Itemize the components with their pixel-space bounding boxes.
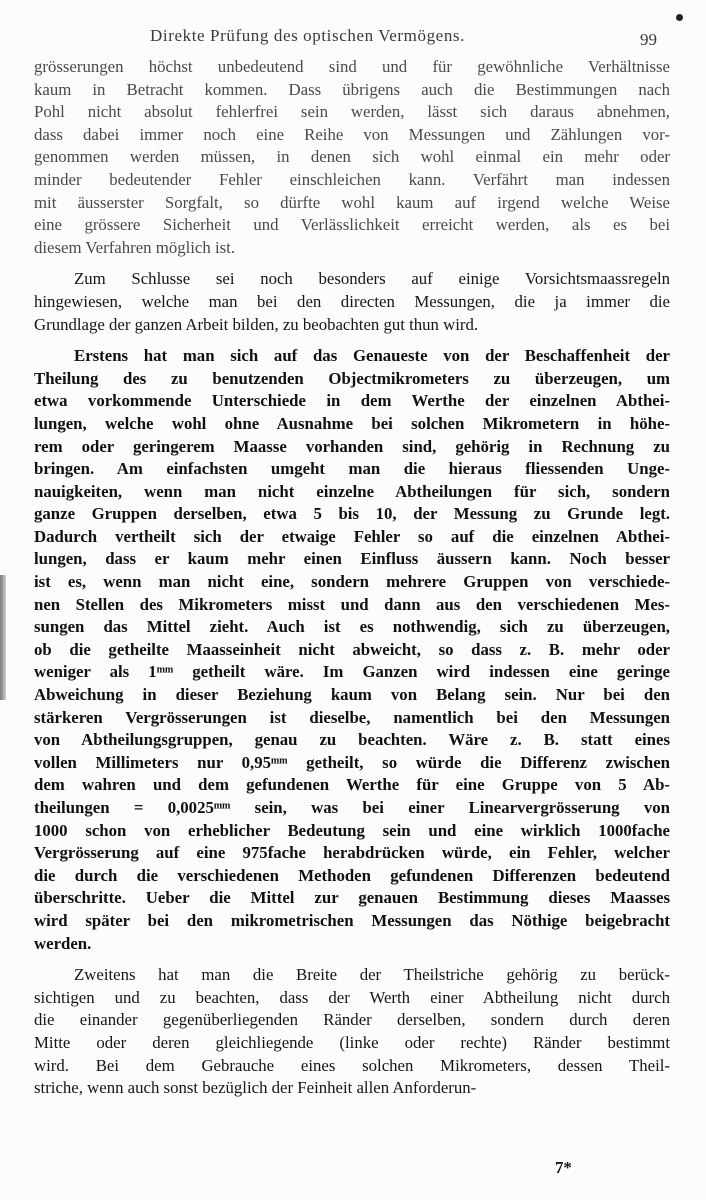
body-text: [34, 56, 670, 1100]
paragraph: [34, 964, 670, 1100]
text-line: Erstens hat man sich auf das Genaueste von der Beschaffenheit der: [74, 346, 670, 366]
text-line: ganze Gruppen derselben, etwa 5 bis 10, der Messung zu Grunde legt.: [34, 504, 670, 524]
text-line: Abweichung in dieser Beziehung kaum von Belang sein. Nur bei den: [34, 685, 670, 705]
paragraph-gap: [34, 336, 670, 345]
paragraph-gap: [34, 259, 670, 268]
text-line: nen Stellen des Mikrometers misst und dann aus den verschiedenen Mes-: [34, 594, 670, 614]
text-line: nauigkeiten, wenn man nicht einzelne Abtheilungen für sich, sondern: [34, 481, 670, 501]
running-header: Direkte Prüfung des optischen Vermögens.: [150, 26, 465, 45]
text-line: diesem Verfahren möglich ist.: [34, 237, 236, 257]
text-line: dass dabei immer noch eine Reihe von Messungen und Zählungen vor-: [34, 124, 670, 144]
text-line: wird später bei den mikrometrischen Messungen das Nöthige beigebracht: [34, 910, 670, 930]
text-line: dem wahren und dem gefundenen Werthe für eine Gruppe von 5 Ab-: [34, 775, 670, 795]
text-line: die einander gegenüberliegenden Ränder derselben, sondern durch deren: [34, 1010, 670, 1030]
text-line: hingewiesen, welche man bei den directen Messungen, die ja immer die: [34, 291, 670, 311]
text-line: die durch die verschiedenen Methoden gefundenen Differenzen bedeutend: [34, 865, 670, 885]
text-line: Zum Schlusse sei noch besonders auf einige Vorsichtsmaassregeln: [74, 269, 670, 289]
signature-mark: 7*: [555, 1158, 572, 1177]
text-line: theilungen = 0,0025ᵐᵐ sein, was bei einer Linearvergrösserung von: [34, 798, 670, 817]
paragraph: [34, 345, 670, 955]
text-line: Mitte oder deren gleichliegende (linke oder rechte) Ränder bestimmt: [34, 1032, 670, 1052]
text-line: eine grössere Sicherheit und Verlässlichkeit erreicht werden, als es bei: [34, 215, 670, 235]
text-line: rem oder geringerem Maasse vorhanden sind, gehörig in Rechnung zu: [34, 436, 670, 456]
text-line: Vergrösserung auf eine 975fache herabdrücken würde, ein Fehler, welcher: [34, 843, 670, 863]
text-line: überschritte. Ueber die Mittel zur genauen Bestimmung dieses Maasses: [34, 888, 670, 908]
scan-edge-shadow: [0, 575, 6, 700]
text-line: lungen, dass er kaum mehr einen Einfluss äussern kann. Noch besser: [34, 549, 670, 569]
text-line: weniger als 1ᵐᵐ getheilt wäre. Im Ganzen wird indessen eine geringe: [34, 662, 670, 682]
text-line: wird. Bei dem Gebrauche eines solchen Mikrometers, dessen Theil-: [34, 1055, 670, 1075]
text-line: Dadurch vertheilt sich der etwaige Fehler so auf die einzelnen Abthei-: [34, 526, 670, 546]
text-line: ist es, wenn man nicht eine, sondern mehrere Gruppen von verschiede-: [34, 572, 670, 592]
text-line: sichtigen und zu beachten, dass der Werth einer Abtheilung nicht durch: [34, 987, 670, 1007]
text-line: genommen werden müssen, in denen sich wohl einmal ein mehr oder: [34, 147, 670, 167]
text-line: etwa vorkommende Unterschiede in dem Werthe der einzelnen Abthei-: [34, 391, 670, 411]
text-line: sungen das Mittel zieht. Auch ist es nothwendig, sich zu überzeugen,: [34, 617, 670, 637]
page-number: 99: [640, 30, 657, 49]
text-line: Grundlage der ganzen Arbeit bilden, zu beobachten gut thun wird.: [34, 314, 479, 334]
text-line: Zweitens hat man die Breite der Theilstriche gehörig zu berück-: [74, 965, 670, 985]
paragraph-gap: [34, 955, 670, 964]
text-line: minder bedeutender Fehler einschleichen kann. Verfährt man indessen: [34, 169, 670, 189]
text-line: von Abtheilungsgruppen, genau zu beachten. Wäre z. B. statt eines: [34, 730, 670, 750]
ink-speck: [676, 14, 683, 21]
text-line: Theilung des zu benutzenden Objectmikrometers zu überzeugen, um: [34, 368, 670, 388]
text-line: mit äusserster Sorgfalt, so dürfte wohl kaum auf irgend welche Weise: [34, 192, 670, 212]
paragraph: [34, 268, 670, 336]
text-line: lungen, welche wohl ohne Ausnahme bei solchen Mikrometern in höhe-: [34, 413, 670, 433]
text-line: ob die getheilte Maasseinheit nicht abweicht, so dass z. B. mehr oder: [34, 639, 670, 659]
text-line: werden.: [34, 933, 92, 953]
text-line: bringen. Am einfachsten umgeht man die hieraus fliessenden Unge-: [34, 459, 670, 479]
text-line: vollen Millimeters nur 0,95ᵐᵐ getheilt, so würde die Differenz zwischen: [34, 752, 670, 772]
text-line: Pohl nicht absolut fehlerfrei sein werden, lässt sich daraus abnehmen,: [34, 102, 670, 122]
text-line: 1000 schon von erheblicher Bedeutung sein und eine wirklich 1000fache: [34, 820, 670, 840]
text-line: kaum in Betracht kommen. Dass übrigens auch die Bestimmungen nach: [34, 79, 670, 99]
text-line: stärkeren Vergrösserungen ist dieselbe, namentlich bei den Messungen: [34, 707, 670, 727]
paragraph: [34, 56, 670, 259]
text-line: striche, wenn auch sonst bezüglich der Feinheit allen Anforderun-: [34, 1078, 477, 1098]
text-line: grösserungen höchst unbedeutend sind und für gewöhnliche Verhältnisse: [34, 57, 670, 76]
